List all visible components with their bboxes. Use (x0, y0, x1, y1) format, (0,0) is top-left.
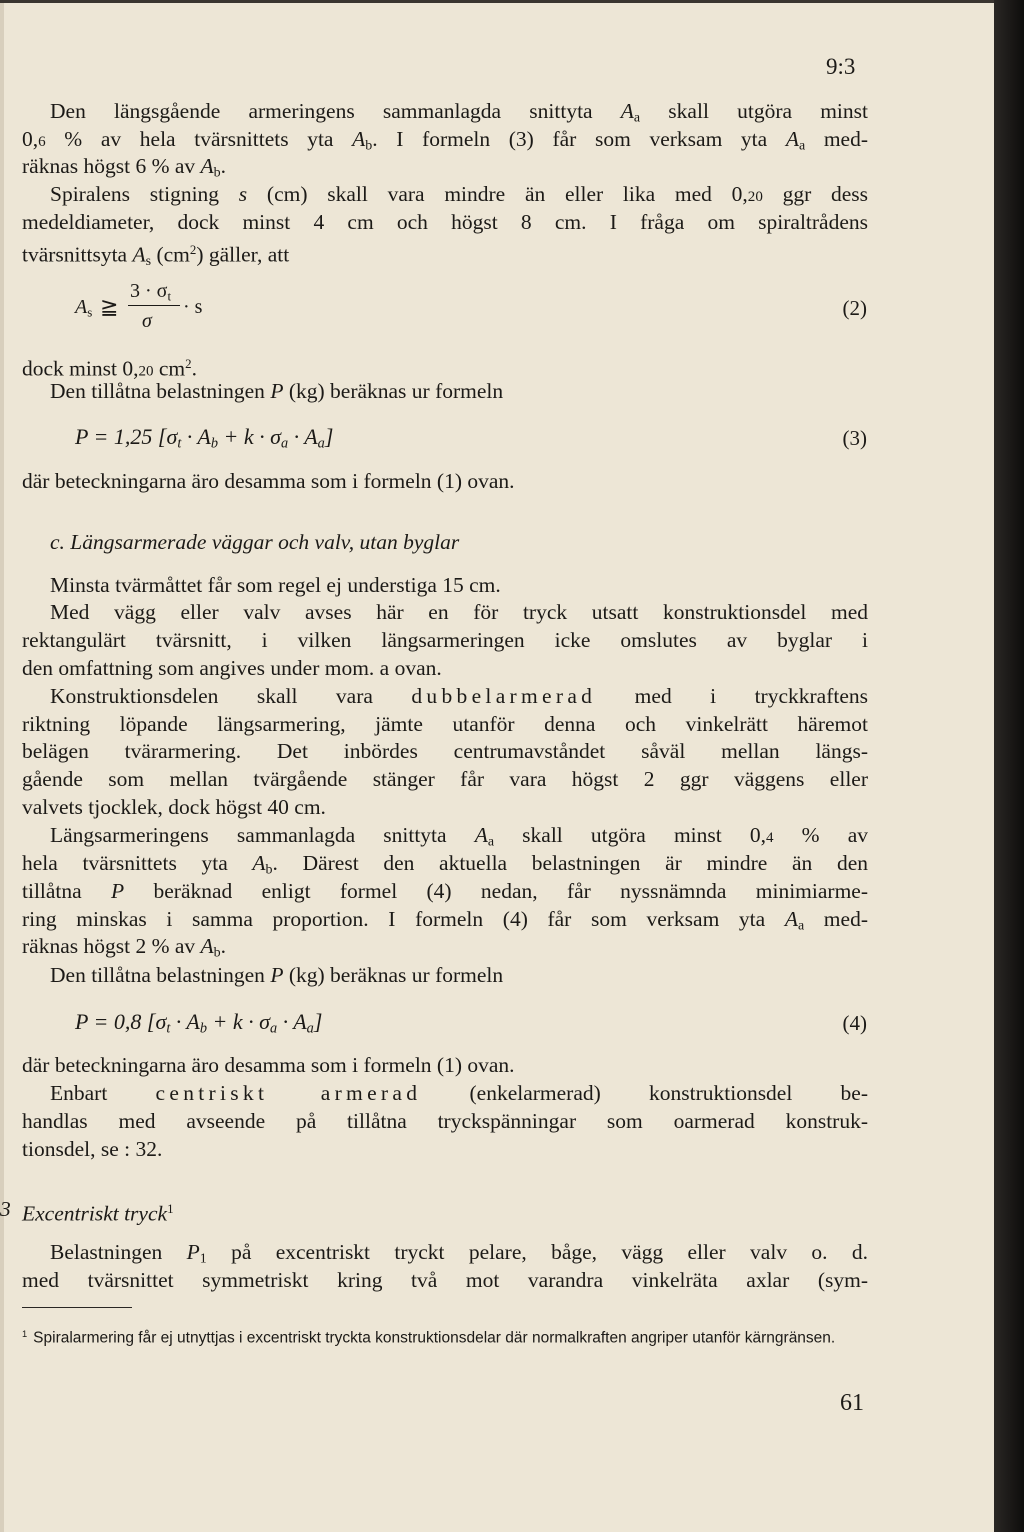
paragraph-10-line-1: där beteckningarna äro desamma som i formeln (1) ovan. (22, 1053, 515, 1077)
page-number: 61 (840, 1390, 864, 1416)
paragraph-2-line-3: tvärsnittsyta $A_s$ $(cm^2)$ gäller, att (22, 242, 290, 270)
formula-2-lhs: $A_s$ (75, 296, 93, 320)
scan-right-edge (994, 0, 1024, 1532)
footnote-text: Spiralarmering får ej utnyttjas i excentriskt tryckta konstruktionsdelar där normalkraften angriper utanför kärngränsen. (33, 1329, 836, 1347)
paragraph-11-line-2: handlas med avseende på tillåtna tryckspänningar som oarmerad konstruk- (22, 1109, 868, 1133)
subheading-c: c. Längsarmerade väggar och valv, utan byglar (50, 530, 460, 554)
paragraph-1-line-2: 0,6 % av hela tvärsnittets yta $A_b$. I formeln (3) får som verksam yta $A_a$ med- (22, 127, 869, 154)
paragraph-6-line-2: rektangulärt tvärsnitt, i vilken längsarmeringen icke omslutes av byglar i (22, 628, 868, 652)
paragraph-11-line-1: Enbart centriskt armerad (enkelarmerad) konstruktionsdel be- (50, 1081, 868, 1105)
formula-2-times-s: · s (183, 296, 203, 318)
footnote-rule (22, 1307, 132, 1308)
section-number: 9:3 (826, 54, 856, 79)
scan-top-edge (0, 0, 1000, 3)
footnote (22, 1324, 868, 1349)
paragraph-11-line-3: tionsdel, se : 32. (22, 1137, 163, 1161)
formula-3: P = 1,25 $[\sigma_t \cdot A_b + k \cdot \sigma_a \cdot A_a]$ (75, 424, 334, 452)
paragraph-7-line-1: Konstruktionsdelen skall vara dubbelarmerad med i tryckkraftens (50, 684, 868, 708)
formula-2-number: (2) (842, 296, 867, 320)
formula-4-number: (4) (842, 1011, 867, 1035)
paragraph-8-line-3: tillåtna P beräknad enligt formel (4) nedan, får nyssnämnda minimiarme- (22, 879, 868, 903)
paragraph-7-line-3: belägen tvärarmering. Det inbördes centrumavståndet såväl mellan längs- (22, 739, 868, 763)
formula-2-numerator: $3 \cdot \sigma_t$ (130, 280, 172, 304)
paragraph-7-line-5: valvets tjocklek, dock högst 40 cm. (22, 795, 326, 819)
paragraph-8-line-5: räknas högst 2 % av $A_b$. (22, 934, 227, 961)
paragraph-2-line-1: Spiralens stigning s (cm) skall vara mindre än eller lika med 0,20 ggr dess (50, 182, 869, 206)
paragraph-8-line-2: hela tvärsnittets yta $A_b$. Därest den aktuella belastningen är mindre än den (22, 851, 868, 878)
formula-2-fraction-bar (128, 305, 180, 306)
formula-2-denominator: σ (142, 310, 152, 332)
paragraph-12-line-2: med tvärsnittet symmetriskt kring två mot varandra vinkelräta axlar (sym- (22, 1268, 868, 1292)
footnote-marker: 1 (22, 1329, 28, 1339)
paragraph-7-line-2: riktning löpande längsarmering, jämte utanför denna och vinkelrätt häremot (22, 712, 868, 736)
formula-3-number: (3) (842, 426, 867, 450)
paragraph-8-line-1: Längsarmeringens sammanlagda snittyta $A_a$ skall utgöra minst 0,4 % av (50, 823, 868, 850)
paragraph-3-line-2: Den tillåtna belastningen P (kg) beräknas ur formeln (50, 379, 504, 403)
paragraph-8-line-4: ring minskas i samma proportion. I formeln (4) får som verksam yta $A_a$ med- (22, 907, 868, 934)
formula-2-relation: ≧ (100, 294, 119, 319)
paragraph-6-line-1: Med vägg eller valv avses här en för tryck utsatt konstruktionsdel med (50, 600, 868, 624)
scan-left-edge (0, 0, 4, 1532)
formula-4: P = 0,8 $[\sigma_t \cdot A_b + k \cdot \sigma_a \cdot A_a]$ (75, 1009, 323, 1037)
paragraph-6-line-3: den omfattning som angives under mom. a ovan. (22, 656, 442, 680)
paragraph-4-line-1: där beteckningarna äro desamma som i formeln (1) ovan. (22, 469, 515, 493)
paragraph-5-line-1: Minsta tvärmåttet får som regel ej understiga 15 cm. (50, 573, 501, 597)
paragraph-7-line-4: gående som mellan tvärgående stänger får vara högst 2 ggr väggens eller (22, 767, 868, 791)
section-3-marker: 3 (0, 1197, 11, 1221)
paragraph-9-line-1: Den tillåtna belastningen P (kg) beräknas ur formeln (50, 963, 504, 987)
paragraph-2-line-2: medeldiameter, dock minst 4 cm och högst 8 cm. I fråga om spiraltrådens (22, 210, 868, 234)
paragraph-1-line-1: Den längsgående armeringens sammanlagda snittyta $A_a$ skall utgöra minst (50, 99, 868, 126)
paragraph-3-line-1: dock minst 0,20 $cm^2$. (22, 356, 197, 381)
paragraph-1-line-3: räknas högst 6 % av $A_b$. (22, 154, 227, 181)
paragraph-12-line-1: Belastningen $P_1$ på excentriskt tryckt pelare, båge, vägg eller valv o. d. (50, 1240, 868, 1267)
section-3-heading: Excentriskt tryck$^1$ (22, 1201, 174, 1226)
